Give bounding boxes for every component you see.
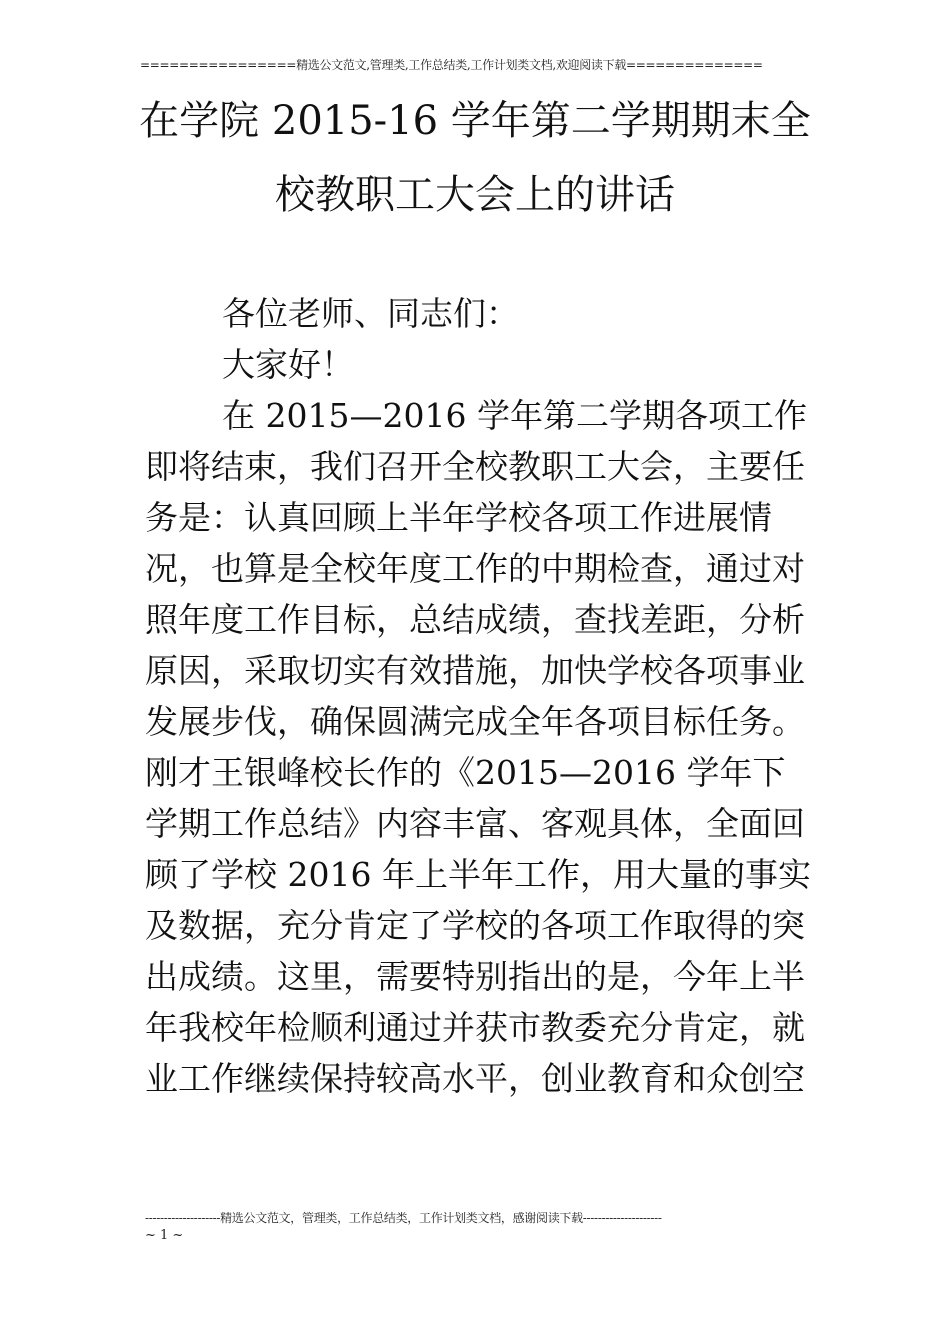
page-number: ~ 1 ~ <box>145 1228 184 1243</box>
header-banner: ================精选公文范文,管理类,工作总结类,工作计划类文档,欢迎阅读下载============== <box>140 58 763 72</box>
document-title-line-2: 校教职工大会上的讲话 <box>275 172 675 218</box>
footer-banner: --------------------精选公文范文，管理类，工作总结类，工作计划类文档，感谢阅读下载--------------------- <box>145 1211 662 1225</box>
body-paragraph: 在 2015—2016 学年第二学期各项工作即将结束，我们召开全校教职工大会，主要任务是：认真回顾上半年学校各项工作进展情况，也算是全校年度工作的中期检查，通过对照年度工作目标，总结成绩，查找差距，分析原因，采取切实有效措施，加快学校各项事业发展步伐，确保圆满完成全年各项目标任务。刚才王银峰校长作的《2015—2016 学年下学期工作总结》内容丰富、客观具体，全面回顾了学校 2016 年上半年工作，用大量的事实及数据，充分肯定了学校的各项工作取得的突出成绩。这里，需要特别指出的是，今年上半年我校年检顺利通过并获市教委充分肯定，就业工作继续保持较高水平，创业教育和众创空 <box>145 396 811 1098</box>
document-title-line-1: 在学院 2015-16 学年第二学期期末全 <box>139 98 811 144</box>
document-body <box>145 288 815 1104</box>
salutation: 各位老师、同志们： <box>222 294 519 333</box>
greeting: 大家好！ <box>222 345 354 384</box>
